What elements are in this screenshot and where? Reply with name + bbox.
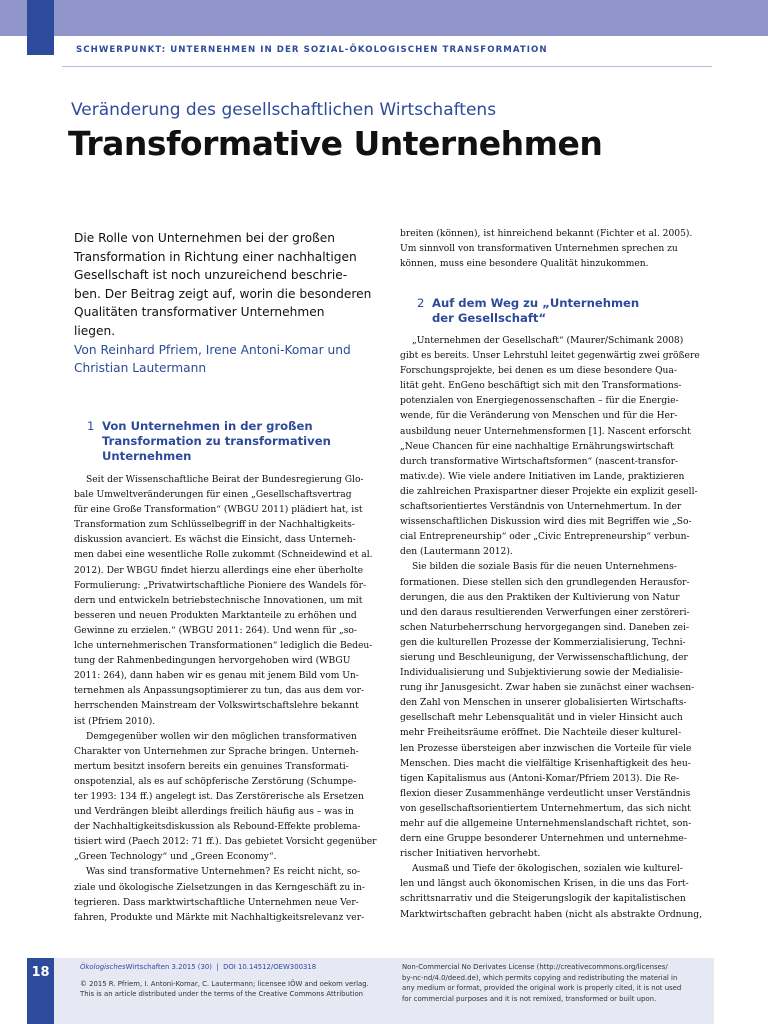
- body-text-line: mertum besitzt insofern bereits ein genuines Transformati-: [74, 761, 349, 772]
- body-text-line: und Verdrängen bleibt allerdings freilich häufig aus – was in: [74, 807, 354, 818]
- body-text-line: ist (Pfriem 2010).: [74, 716, 156, 727]
- doi-link[interactable]: DOI 10.14512/OEW300318: [223, 963, 317, 971]
- body-text-line: lität geht. EnGeno beschäftigt sich mit den Transformations-: [400, 381, 682, 392]
- license-text-line: for commercial purposes and it is not remixed, transformed or built upon.: [402, 994, 657, 1003]
- article-abstract: [74, 229, 374, 378]
- body-text-line: dern und entwickeln betriebstechnische Innovationen, um mit: [74, 595, 363, 606]
- article-title: Transformative Unternehmen: [68, 124, 603, 163]
- heading-line: Transformation zu transformativen: [102, 434, 331, 448]
- body-text-line: mativ.de). Wie viele andere Initiativen im Lande, praktizieren: [400, 471, 685, 482]
- footer-citation: [80, 962, 369, 1000]
- body-text-line: die zahlreichen Praxispartner dieser Projekte ein explizit gesell-: [400, 486, 698, 497]
- body-text-line: können, muss eine besondere Qualität hinzukommen.: [400, 259, 649, 270]
- body-text-line: fahren, Produkte und Märkte mit Nachhaltigkeitsrelevanz ver-: [74, 912, 365, 923]
- body-text-line: flexion dieser Zusammenhänge verdeutlicht unser Verständnis: [400, 788, 691, 799]
- body-text-line: wende, für die Veränderung von Menschen und für die Her-: [400, 411, 678, 422]
- abstract-line: Gesellschaft ist noch unzureichend beschrie-: [74, 268, 348, 283]
- body-text-line: dern eine Gruppe besonderer Unternehmen und unternehme-: [400, 834, 687, 845]
- abstract-line: Die Rolle von Unternehmen bei der großen: [74, 231, 336, 245]
- body-text-line: bale Umweltveränderungen für einen „Gesellschaftsvertrag: [74, 490, 352, 501]
- body-text-line: ter 1993: 134 ff.) angelegt ist. Das Zerstörerische als Ersetzen: [74, 791, 364, 802]
- license-text-line: any medium or format, provided the original work is properly cited, it is not used: [402, 984, 682, 992]
- body-text-line: Formulierung: „Privatwirtschaftliche Pioniere des Wandels för-: [74, 580, 367, 591]
- body-text-line: potenzialen von Energiegenossenschaften – für die Energie-: [400, 396, 679, 407]
- body-text-line: Individualisierung und Subjektivierung sowie der Medialisie-: [400, 668, 683, 679]
- body-text-line: Marktwirtschaften gebracht haben (nicht als abstrakte Ordnung,: [400, 909, 703, 920]
- body-text-line: Forschungsprojekte, bei denen es um diese besondere Qua-: [400, 366, 677, 377]
- body-text-line: tegrieren. Dass marktwirtschaftliche Unternehmen neue Ver-: [74, 897, 359, 908]
- body-text-line: len und längst auch ökonomischen Krisen, in die uns das Fort-: [400, 879, 689, 890]
- body-text-line: diskussion avanciert. Es wächst die Einsicht, dass Unterneh-: [74, 535, 356, 546]
- section-header: SCHWERPUNKT: UNTERNEHMEN IN DER SOZIAL-ÖKOLOGISCHEN TRANSFORMATION: [76, 45, 548, 55]
- body-text-line: tisiert wird (Paech 2012: 71 ff.). Das gebietet Vorsicht gegenüber: [74, 837, 377, 848]
- body-text-line: lche unternehmerischen Transformationen“ lediglich die Bedeu-: [74, 641, 373, 652]
- article-subtitle: Veränderung des gesellschaftlichen Wirtschaftens: [71, 100, 497, 120]
- section-2-heading: [417, 296, 639, 326]
- body-text-line: schaftsorientiertes Verständnis von Unternehmertum. In der: [400, 502, 682, 513]
- body-text-line: gesellschaft mehr Lebensqualität und in vieler Hinsicht auch: [400, 713, 683, 724]
- body-column-right: [400, 334, 702, 923]
- body-text-line: besseren und neuen Produkten Marktanteile zu erhöhen und: [74, 610, 357, 621]
- footer-separator: |: [216, 963, 219, 971]
- body-text-line: rung ihr Janusgesicht. Zwar haben sie zunächst einer wachsen-: [400, 683, 695, 694]
- body-text-line: Sie bilden die soziale Basis für die neuen Unternehmens-: [412, 562, 677, 573]
- license-text-line: by-nc-nd/4.0/deed.de), which permits copying and redistributing the material in: [402, 973, 678, 982]
- body-text-line: formationen. Diese stellen sich den grundlegenden Herausfor-: [400, 577, 690, 588]
- body-text-line: Ausmaß und Tiefe der ökologischen, sozialen wie kulturel-: [412, 864, 683, 875]
- heading-line: der Gesellschaft“: [432, 311, 547, 325]
- top-color-band: [0, 0, 768, 36]
- body-text-line: sierung und Beschleunigung, der Verwissenschaftlichung, der: [400, 652, 688, 663]
- body-text-line: gibt es bereits. Unser Lehrstuhl leitet gegenwärtig zwei größere: [400, 351, 700, 362]
- body-text-line: der Nachhaltigkeitsdiskussion als Rebound-Effekte problema-: [74, 822, 361, 833]
- body-text-line: ziale und ökologische Zielsetzungen in das Kerngeschäft zu in-: [74, 882, 365, 893]
- heading-line: Unternehmen: [102, 449, 192, 463]
- author-line: Christian Lautermann: [74, 361, 207, 376]
- body-text-line: mehr auf die allgemeine Unternehmenslandschaft richtet, son-: [400, 819, 692, 829]
- body-text-line: Demgegenüber wollen wir den möglichen transformativen: [86, 731, 357, 742]
- body-text-line: Was sind transformative Unternehmen? Es reicht nicht, so-: [86, 867, 361, 878]
- body-text-line: „Unternehmen der Gesellschaft“ (Maurer/Schimank 2008): [412, 336, 684, 346]
- page-number: 18: [31, 965, 50, 980]
- journal-name-italic: Ökologisches: [80, 963, 126, 971]
- top-page-tab: [27, 0, 54, 55]
- abstract-line: ben. Der Beitrag zeigt auf, worin die besonderen: [74, 286, 372, 301]
- body-text-line: ternehmen als Anpassungsoptimierer zu tun, das aus dem vor-: [74, 686, 365, 697]
- body-text-line: Gewinne zu erzielen.“ (WBGU 2011: 264). Und wenn für „so-: [74, 625, 357, 636]
- body-text-line: „Green Technology“ und „Green Economy“.: [74, 852, 277, 863]
- abstract-line: Qualitäten transformativer Unternehmen: [74, 305, 325, 320]
- body-text-line: rischer Initiativen hervorhebt.: [400, 849, 541, 860]
- journal-issue: Wirtschaften 3.2015 (30): [125, 963, 212, 971]
- body-text-line: cial Entrepreneurship“ oder „Civic Entrepreneurship“ verbun-: [400, 532, 690, 543]
- section-1-heading: [87, 419, 331, 464]
- body-column-left: [74, 473, 376, 926]
- body-text-line: len Prozesse übersteigen aber inzwischen die Vorteile für viele: [400, 743, 692, 754]
- body-text-line: Menschen. Dies macht die vielfältige Krisenhaftigkeit des heu-: [400, 758, 691, 769]
- body-text-line: den Zahl von Menschen in unserer globalisierten Wirtschafts-: [400, 698, 687, 709]
- heading-line: Von Unternehmen in der großen: [102, 419, 313, 433]
- body-text-line: schrittsnarrativ und die Steigerungslogik der kapitalistischen: [400, 894, 686, 905]
- body-text-line: 2012). Der WBGU findet hierzu allerdings eine eher überholte: [74, 565, 363, 576]
- body-text-line: Charakter von Unternehmen zur Sprache bringen. Unterneh-: [74, 746, 359, 757]
- body-text-line: herrschenden Mainstream der Volkswirtschaftslehre bekannt: [74, 701, 359, 712]
- body-text-line: ausbildung neuer Unternehmensformen [1]. Nascent erforscht: [400, 426, 691, 437]
- body-text-line: breiten (können), ist hinreichend bekannt (Fichter et al. 2005).: [400, 229, 693, 239]
- body-text-line: und den daraus resultierenden Verwerfungen einer zerstöreri-: [400, 607, 690, 618]
- body-text-line: gen die kulturellen Prozesse der Kommerzialisierung, Techni-: [400, 637, 686, 648]
- body-text-line: men dabei eine wesentliche Rolle zukommt (Schneidewind et al.: [74, 550, 373, 561]
- body-text-line: schen Naturbeherrschung hervorgegangen sind. Daneben zei-: [400, 622, 690, 633]
- license-text-line: Non-Commercial No Derivates License (http://creativecommons.org/licenses/: [402, 963, 668, 971]
- heading-line: Auf dem Weg zu „Unternehmen: [432, 296, 640, 310]
- section-number: 2: [417, 296, 425, 310]
- copyright-line: © 2015 R. Pfriem, I. Antoni-Komar, C. Lautermann; licensee IÖW and oekom verlag.: [80, 979, 369, 988]
- body-column-right-top: [400, 227, 692, 272]
- body-text-line: Transformation zum Schlüsselbegriff in der Nachhaltigkeits-: [74, 520, 355, 531]
- body-text-line: Um sinnvoll von transformativen Unternehmen sprechen zu: [400, 244, 678, 255]
- body-text-line: den (Lautermann 2012).: [400, 547, 513, 558]
- license-line: This is an article distributed under the terms of the Creative Commons Attribution: [80, 990, 364, 998]
- body-text-line: von gesellschaftsorientiertem Unternehmertum, das sich nicht: [400, 803, 691, 814]
- header-divider: [62, 66, 712, 67]
- footer-license: [402, 962, 681, 1004]
- body-text-line: durch transformative Wirtschaftsformen“ (nascent-transfor-: [400, 456, 679, 467]
- body-text-line: mehr Freiheitsräume eröffnet. Die Nachteile dieser kulturel-: [400, 728, 682, 739]
- body-text-line: derungen, die aus den Praktiken der Kultivierung von Natur: [400, 592, 680, 603]
- body-text-line: Seit der Wissenschaftliche Beirat der Bundesregierung Glo-: [86, 475, 364, 485]
- body-text-line: 2011: 264), dann haben wir es genau mit jenem Bild vom Un-: [74, 671, 359, 682]
- body-text-line: wissenschaftlichen Diskussion wird dies mit Begriffen wie „So-: [400, 517, 692, 528]
- body-text-line: tigen Kapitalismus aus (Antoni-Komar/Pfriem 2013). Die Re-: [400, 773, 680, 784]
- body-text-line: onspotenzial, als es auf schöpferische Zerstörung (Schumpe-: [74, 776, 357, 787]
- abstract-line: liegen.: [74, 323, 116, 338]
- author-line: Von Reinhard Pfriem, Irene Antoni-Komar und: [74, 342, 351, 357]
- body-text-line: tung der Rahmenbedingungen hervorgehoben wird (WBGU: [74, 656, 351, 667]
- body-text-line: „Neue Chancen für eine nachhaltige Ernährungswirtschaft: [400, 441, 674, 452]
- abstract-line: Transformation in Richtung einer nachhaltigen: [74, 249, 357, 264]
- section-number: 1: [87, 419, 95, 433]
- body-text-line: für eine Große Transformation“ (WBGU 2011) plädiert hat, ist: [74, 505, 363, 516]
